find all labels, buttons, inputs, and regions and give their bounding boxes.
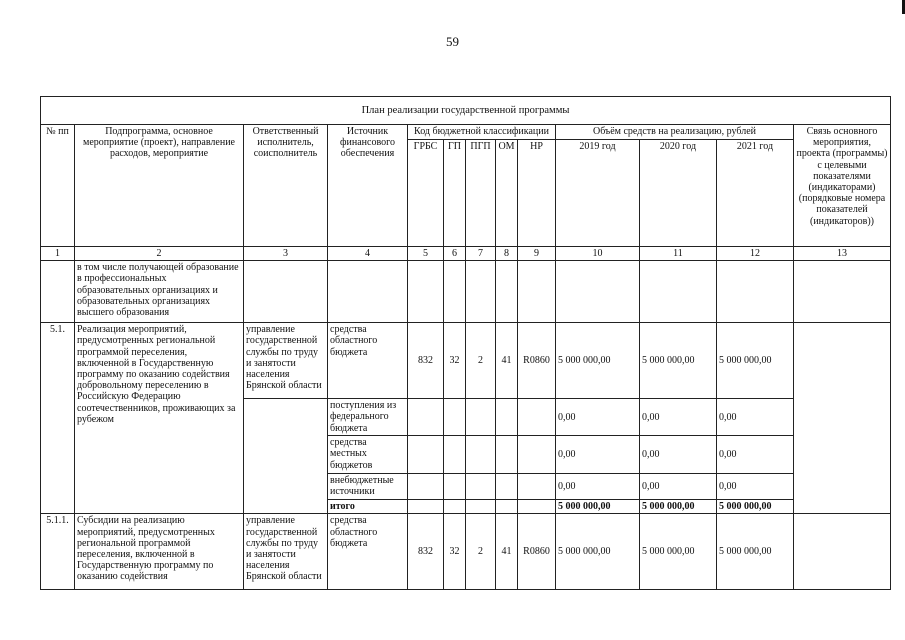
grbs-code: 832 [408,323,444,399]
header-grbs: ГРБС [408,140,444,247]
amount-2019: 0,00 [556,436,640,474]
pgp-code: 2 [466,514,496,590]
header-2019: 2019 год [556,140,640,247]
funding-source: внебюджетные источники [328,474,408,500]
indicator-link [794,323,891,514]
col-number: 12 [717,247,794,261]
header-volume: Объём средств на реализацию, рублей [556,125,794,140]
table-title-row [41,97,891,125]
total-2021: 5 000 000,00 [717,500,794,514]
amount-2019: 5 000 000,00 [556,323,640,399]
col-number: 8 [496,247,518,261]
pgp-code: 2 [466,323,496,399]
gp-code: 32 [444,323,466,399]
amount-2021: 0,00 [717,474,794,500]
grbs-code: 832 [408,514,444,590]
column-number-row [41,247,891,261]
om-code: 41 [496,323,518,399]
col-number: 9 [518,247,556,261]
amount-2021: 0,00 [717,399,794,436]
header-2020: 2020 год [640,140,717,247]
header-nr: НР [518,140,556,247]
funding-source: поступления из федерального бюджета [328,399,408,436]
header-row [41,125,891,140]
amount-2020: 0,00 [640,474,717,500]
continuation-text: в том числе получающей образование в профессиональных образовательных организациях и образовательных организациях высшего образования [75,261,244,323]
activity-name: Реализация мероприятий, предусмотренных региональной программой переселения, включенной в Государственную программу по оказанию содействия добровольному переселению в Российскую Федерацию соотечественников, проживающих за рубежом [75,323,244,514]
col-number: 11 [640,247,717,261]
amount-2020: 5 000 000,00 [640,323,717,399]
amount-2020: 0,00 [640,436,717,474]
header-responsible: Ответственный исполнитель, соисполнитель [244,125,328,247]
implementation-plan-table [40,96,891,590]
amount-2021: 0,00 [717,436,794,474]
amount-2021: 5 000 000,00 [717,514,794,590]
col-number: 1 [41,247,75,261]
row-number: 5.1.1. [41,514,75,590]
amount-2021: 5 000 000,00 [717,323,794,399]
col-number: 10 [556,247,640,261]
gp-code: 32 [444,514,466,590]
activity-name: Субсидии на реализацию мероприятий, предусмотренных региональной программой переселения, включенной в Государственную программу по оказанию содействия [75,514,244,590]
amount-2020: 5 000 000,00 [640,514,717,590]
header-gp: ГП [444,140,466,247]
header-source: Источник финансового обеспечения [328,125,408,247]
col-number: 13 [794,247,891,261]
funding-source: средства местных бюджетов [328,436,408,474]
header-name: Подпрограмма, основное мероприятие (проект), направление расходов, мероприятие [75,125,244,247]
table-title: План реализации государственной программы [41,97,891,125]
nr-code: R0860 [518,323,556,399]
col-number: 5 [408,247,444,261]
total-2019: 5 000 000,00 [556,500,640,514]
page-number: 59 [446,34,459,49]
responsible-continued [244,399,328,514]
header-link: Связь основного мероприятия, проекта (программы) с целевыми показателями (индикаторами) (порядковые номера показателей (индикаторов)) [794,125,891,247]
funding-source: средства областного бюджета [328,323,408,399]
indicator-link [794,514,891,590]
responsible: управление государственной службы по труду и занятости населения Брянской области [244,323,328,399]
header-om: ОМ [496,140,518,247]
header-pgp: ПГП [466,140,496,247]
funding-source: средства областного бюджета [328,514,408,590]
table-row-5-1-1 [41,514,891,590]
col-number: 4 [328,247,408,261]
table-row-5-1 [41,323,891,399]
amount-2020: 0,00 [640,399,717,436]
nr-code: R0860 [518,514,556,590]
header-num: № пп [41,125,75,247]
amount-2019: 0,00 [556,474,640,500]
total-2020: 5 000 000,00 [640,500,717,514]
col-number: 7 [466,247,496,261]
col-number: 6 [444,247,466,261]
continuation-row [41,261,891,323]
amount-2019: 0,00 [556,399,640,436]
col-number: 3 [244,247,328,261]
header-kbk: Код бюджетной классификации [408,125,556,140]
row-number: 5.1. [41,323,75,514]
header-2021: 2021 год [717,140,794,247]
total-label: итого [328,500,408,514]
col-number: 2 [75,247,244,261]
om-code: 41 [496,514,518,590]
responsible: управление государственной службы по труду и занятости населения Брянской области [244,514,328,590]
amount-2019: 5 000 000,00 [556,514,640,590]
